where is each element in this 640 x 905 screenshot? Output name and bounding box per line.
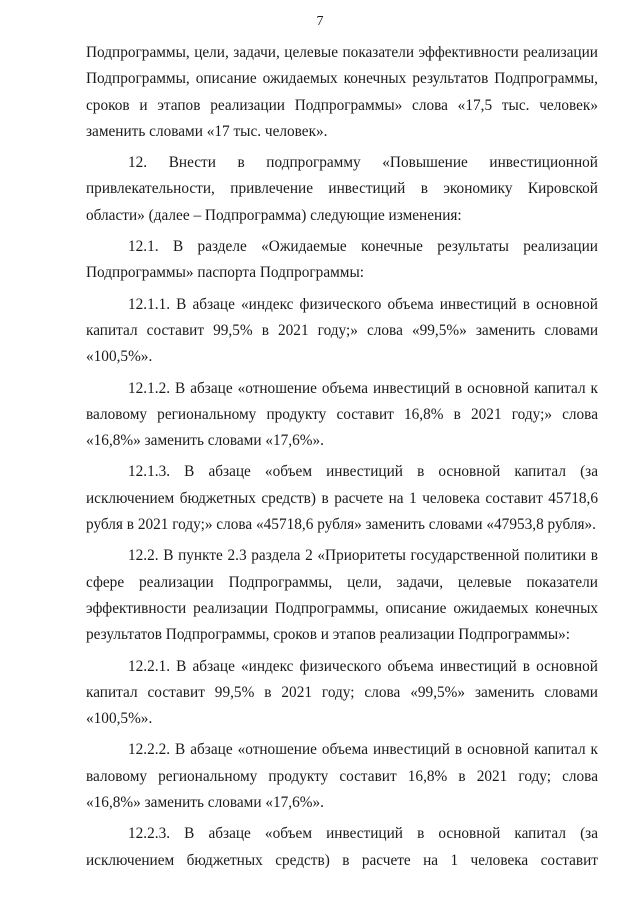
paragraph-item-12-1: 12.1. В разделе «Ожидаемые конечные результаты реализации Подпрограммы» паспорта Подпрограммы: — [86, 238, 598, 282]
paragraph-item-12-2-1: 12.2.1. В абзаце «индекс физического объема инвестиций в основной капитал составит 99,5% в 2021 году; слова «99,5%» заменить словами «100,5%». — [86, 657, 598, 728]
paragraph-item-12-2-3: 12.2.3. В абзаце «объем инвестиций в основной капитал (за исключением бюджетных средств) в расчете на 1 человека составит — [86, 825, 598, 869]
paragraph-item-12-2: 12.2. В пункте 2.3 раздела 2 «Приоритеты государственной политики в сфере реализации Подпрограммы, цели, задачи, целевые показатели эффективности реализации Подпрограммы, описание ожидаемых конечных результатов Подпрограммы, сроков и этапов реализации Подпрограммы»: — [86, 547, 598, 644]
page-number: 7 — [316, 14, 324, 29]
paragraph-continuation: Подпрограммы, цели, задачи, целевые показатели эффективности реализации Подпрограммы, описание ожидаемых конечных результатов Подпрограммы, сроков и этапов реализации Подпрограммы» слова «17,5 тыс. человек» заменить словами «17 тыс. человек». — [86, 44, 598, 140]
paragraph-item-12-2-2: 12.2.2. В абзаце «отношение объема инвестиций в основной капитал к валовому региональному продукту составит 16,8% в 2021 году; слова «16,8%» заменить словами «17,6%». — [86, 741, 598, 812]
paragraph-item-12-1-2: 12.1.2. В абзаце «отношение объема инвестиций в основной капитал к валовому региональному продукту составит 16,8% в 2021 году;» слова «16,8%» заменить словами «17,6%». — [86, 379, 598, 450]
paragraph-item-12-1-1: 12.1.1. В абзаце «индекс физического объема инвестиций в основной капитал составит 99,5% в 2021 году;» слова «99,5%» заменить словами «100,5%». — [86, 295, 598, 366]
paragraph-item-12-1-3: 12.1.3. В абзаце «объем инвестиций в основной капитал (за исключением бюджетных средств) в расчете на 1 человека составит 45718,6 рубля в 2021 году;» слова «45718,6 рубля» заменить словами «47953,8 рубля». — [86, 463, 598, 534]
paragraph-item-12: 12. Внести в подпрограмму «Повышение инвестиционной привлекательности, привлечение инвестиций в экономику Кировской области» (далее – Подпрограмма) следующие изменения: — [86, 154, 598, 224]
document-body — [86, 40, 598, 879]
